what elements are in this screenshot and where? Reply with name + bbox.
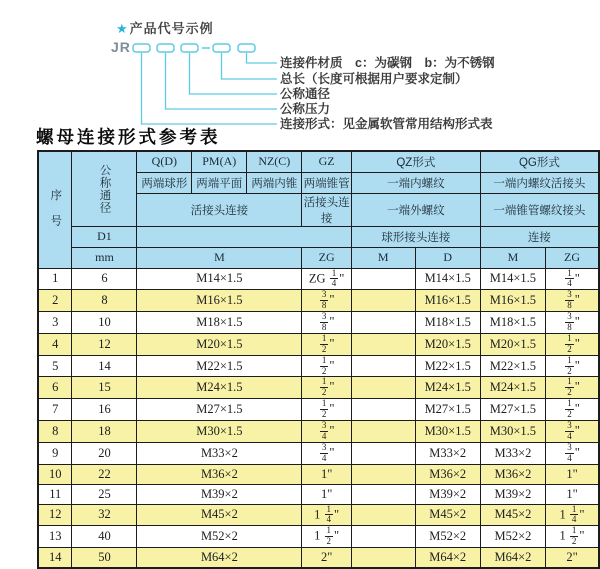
header-col-pm: PM(A) (192, 151, 247, 172)
header-sub-gz: 两端锥管 (302, 172, 352, 193)
table-cell: 12 (38, 504, 72, 526)
table-cell: M22×1.5 (415, 355, 480, 377)
table-row (38, 464, 599, 484)
table-cell: 11 (38, 484, 72, 504)
table-cell: 50 (72, 548, 137, 568)
table-cell: M22×1.5 (480, 355, 545, 377)
nut-connection-table (37, 150, 600, 569)
header-col-q: Q(D) (137, 151, 192, 172)
table-cell: $\frac{3}{4}$ " (546, 442, 599, 464)
header-sub-qz: 一端内螺纹 (351, 172, 480, 193)
table-cell: $\frac{1}{2}$ " (546, 355, 599, 377)
code-box-1 (133, 44, 150, 52)
header-conn-qpmnz: 活接头连接 (137, 193, 302, 226)
table-cell: M39×2 (415, 484, 480, 504)
table-cell: 1 $\frac{1}{2}$ " (546, 526, 599, 548)
table-cell (351, 464, 415, 484)
table-row (38, 420, 599, 442)
table-cell: ZG $\frac{1}{4}$ " (302, 268, 352, 290)
table-cell: 12 (72, 333, 137, 355)
table-cell: M30×1.5 (480, 420, 545, 442)
table-cell: $\frac{1}{2}$ " (302, 377, 352, 399)
table-cell: $\frac{3}{4}$ " (302, 442, 352, 464)
header-unit-qz-d: D (415, 247, 480, 268)
table-cell: 14 (38, 548, 72, 568)
header-col-qz: QZ形式 (351, 151, 480, 172)
table-cell: $\frac{1}{2}$ " (546, 333, 599, 355)
table-cell: 2" (546, 548, 599, 568)
table-cell: M36×2 (415, 464, 480, 484)
table-cell: M14×1.5 (415, 268, 480, 290)
table-cell: M22×1.5 (137, 355, 302, 377)
table-row (38, 526, 599, 548)
table-cell: 3 (38, 312, 72, 334)
table-cell (351, 290, 415, 312)
table-cell: M45×2 (137, 504, 302, 526)
table-cell (351, 526, 415, 548)
header-serial: 序号 (38, 151, 72, 268)
table-cell (351, 268, 415, 290)
table-cell: 1 (38, 268, 72, 290)
table-cell: $\frac{3}{8}$ " (546, 312, 599, 334)
header-conn-qg2: 一端锥管螺纹接头 (480, 193, 599, 226)
table-cell: M52×2 (137, 526, 302, 548)
table-cell: 1 $\frac{1}{4}$ " (546, 504, 599, 526)
table-cell: M24×1.5 (137, 377, 302, 399)
table-row (38, 377, 599, 399)
table-cell: $\frac{3}{4}$ " (546, 420, 599, 442)
table-cell: 16 (72, 399, 137, 421)
table-cell (351, 333, 415, 355)
table-cell: M16×1.5 (415, 290, 480, 312)
table-cell: M14×1.5 (137, 268, 302, 290)
table-cell: $\frac{3}{4}$ " (302, 420, 352, 442)
table-cell: M16×1.5 (480, 290, 545, 312)
table-cell: M64×2 (480, 548, 545, 568)
header-d1: D1 (72, 226, 137, 247)
table-cell: $\frac{3}{8}$ " (302, 290, 352, 312)
table-cell: $\frac{3}{8}$ " (546, 290, 599, 312)
table-row (38, 312, 599, 334)
header-sub-pm: 两端平面 (192, 172, 247, 193)
table-row (38, 290, 599, 312)
table-cell: $\frac{1}{4}$ " (546, 268, 599, 290)
table-cell (351, 504, 415, 526)
table-cell (351, 484, 415, 504)
table-cell (351, 399, 415, 421)
header-col-qg: QG形式 (480, 151, 599, 172)
table-cell: M27×1.5 (480, 399, 545, 421)
table-cell (351, 442, 415, 464)
table-cell: 10 (38, 464, 72, 484)
table-cell: 8 (38, 420, 72, 442)
table-cell: M24×1.5 (480, 377, 545, 399)
table-cell (351, 420, 415, 442)
table-cell: 1 $\frac{1}{2}$ " (302, 526, 352, 548)
header-col-nz: NZ(C) (247, 151, 302, 172)
table-header (38, 151, 599, 268)
table-cell: M39×2 (480, 484, 545, 504)
table-cell: 2 (38, 290, 72, 312)
table-cell: M30×1.5 (137, 420, 302, 442)
table-row (38, 442, 599, 464)
table-cell: M45×2 (480, 504, 545, 526)
connector-line-2 (222, 53, 278, 79)
table-cell: $\frac{1}{2}$ " (302, 355, 352, 377)
table-row (38, 484, 599, 504)
header-sub-qg: 一端内螺纹活接头 (480, 172, 599, 193)
table-cell: 9 (38, 442, 72, 464)
table-cell: 14 (72, 355, 137, 377)
star-icon: ★ (116, 21, 129, 36)
table-cell: M20×1.5 (415, 333, 480, 355)
table-cell: 5 (38, 355, 72, 377)
table-cell: M52×2 (415, 526, 480, 548)
table-cell: M64×2 (137, 548, 302, 568)
table-cell: M18×1.5 (415, 312, 480, 334)
table-cell: 10 (72, 312, 137, 334)
header-sub-nz: 两端内锥 (247, 172, 302, 193)
table-cell: 22 (72, 464, 137, 484)
header-unit-qg-zg: ZG (546, 247, 599, 268)
header-mm: mm (72, 247, 137, 268)
table-cell: M14×1.5 (480, 268, 545, 290)
header-unit-m: M (137, 247, 302, 268)
header-conn-qz2: 一端外螺纹 (351, 193, 480, 226)
table-cell: 13 (38, 526, 72, 548)
table-body (38, 268, 599, 568)
table-cell: M33×2 (480, 442, 545, 464)
header-unit-qz-m: M (351, 247, 415, 268)
table-cell: M18×1.5 (480, 312, 545, 334)
code-box-5 (238, 44, 255, 52)
table-cell: M27×1.5 (415, 399, 480, 421)
table-cell: M45×2 (415, 504, 480, 526)
table-cell: 1" (302, 464, 352, 484)
table-cell (351, 355, 415, 377)
diagram-label-material: 连接件材质 c：为碳钢 b：为不锈钢 (280, 56, 495, 70)
table-row (38, 504, 599, 526)
diagram-label-diameter: 公称通径 (280, 87, 331, 101)
table-row (38, 548, 599, 568)
table-cell: $\frac{1}{2}$ " (302, 399, 352, 421)
table-cell: M24×1.5 (415, 377, 480, 399)
table-row (38, 399, 599, 421)
table-cell: M16×1.5 (137, 290, 302, 312)
diagram-label-pressure: 公称压力 (280, 102, 331, 116)
table-row (38, 333, 599, 355)
header-col-gz: GZ (302, 151, 352, 172)
table-cell: 6 (72, 268, 137, 290)
table-cell: M64×2 (415, 548, 480, 568)
table-cell: 8 (72, 290, 137, 312)
header-unit-zg: ZG (302, 247, 352, 268)
table-cell: 6 (38, 377, 72, 399)
table-cell: $\frac{3}{8}$ " (302, 312, 352, 334)
table-cell: $\frac{1}{2}$ " (546, 399, 599, 421)
table-cell: 32 (72, 504, 137, 526)
table-cell: 1" (302, 484, 352, 504)
table-cell: 18 (72, 420, 137, 442)
table-row (38, 268, 599, 290)
table-cell: 15 (72, 377, 137, 399)
diagram-title-text: 产品代号示例 (129, 21, 214, 36)
table-title: 螺母连接形式参考表 (36, 127, 221, 147)
header-conn-gz: 活接头连接 (302, 193, 352, 226)
table-cell: $\frac{1}{2}$ " (546, 377, 599, 399)
connector-line-1 (247, 53, 278, 63)
table-cell: M33×2 (137, 442, 302, 464)
table-cell: 25 (72, 484, 137, 504)
table-cell: M18×1.5 (137, 312, 302, 334)
table-cell: M30×1.5 (415, 420, 480, 442)
table-cell: 7 (38, 399, 72, 421)
table-cell: M39×2 (137, 484, 302, 504)
table-cell: M33×2 (415, 442, 480, 464)
code-box-2 (157, 44, 174, 52)
header-nominal-diameter: 公称通径 (72, 151, 137, 226)
header-empty (137, 226, 351, 247)
table-cell: M52×2 (480, 526, 545, 548)
table-cell: M20×1.5 (480, 333, 545, 355)
table-cell: 40 (72, 526, 137, 548)
diagram-label-connection: 连接形式：见金属软管常用结构形式表 (280, 117, 493, 131)
diagram-title (116, 18, 214, 37)
code-box-4 (213, 44, 230, 52)
table-cell: 1" (546, 464, 599, 484)
table-cell: M36×2 (137, 464, 302, 484)
table-cell: 4 (38, 333, 72, 355)
table-cell (351, 548, 415, 568)
table-cell: $\frac{1}{2}$ " (302, 333, 352, 355)
code-box-3 (181, 44, 198, 52)
table-row (38, 355, 599, 377)
table-cell: 20 (72, 442, 137, 464)
table-cell: 1 $\frac{1}{4}$ " (302, 504, 352, 526)
table-cell (351, 312, 415, 334)
header-conn-qz3: 球形接头连接 (351, 226, 480, 247)
header-conn-qg3: 连接 (480, 226, 599, 247)
table-cell (351, 377, 415, 399)
header-unit-qg-m: M (480, 247, 545, 268)
diagram-label-length: 总长（长度可根据用户要求定制） (280, 72, 468, 86)
header-sub-q: 两端球形 (137, 172, 192, 193)
table-cell: M27×1.5 (137, 399, 302, 421)
code-prefix: JR (111, 39, 131, 55)
table-cell: 2" (302, 548, 352, 568)
table-cell: 1" (546, 484, 599, 504)
table-cell: M36×2 (480, 464, 545, 484)
table-cell: M20×1.5 (137, 333, 302, 355)
connector-line-3 (190, 53, 278, 94)
